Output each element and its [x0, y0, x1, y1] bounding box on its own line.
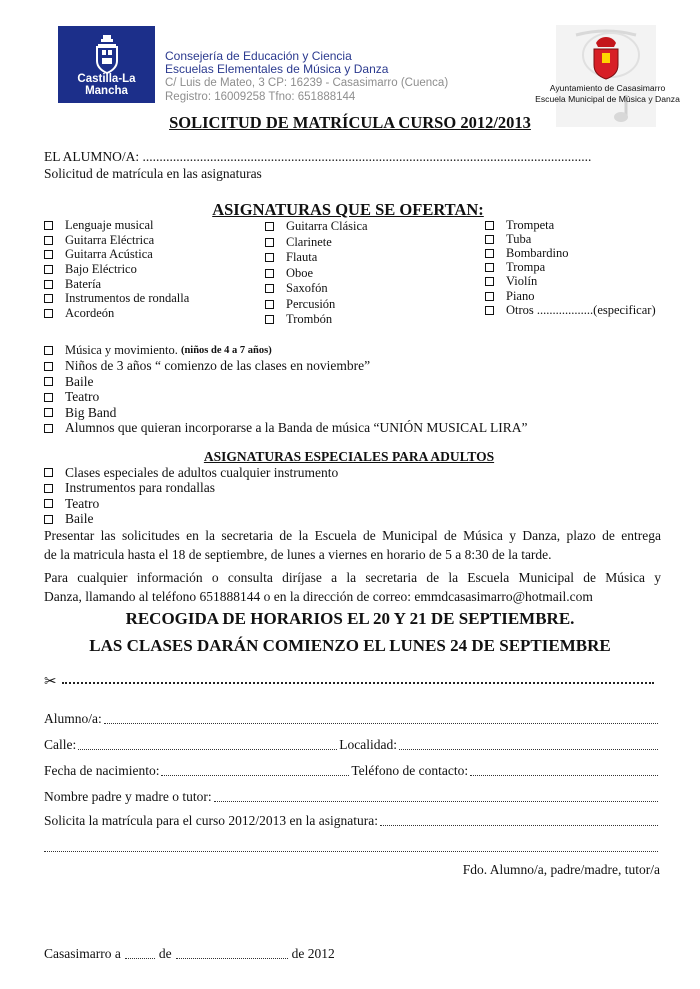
- subject-option[interactable]: [265, 297, 368, 313]
- activity-label: Música y movimiento.: [65, 343, 178, 358]
- activity-option[interactable]: [44, 405, 528, 421]
- activity-option[interactable]: [44, 390, 528, 406]
- subject-option[interactable]: [44, 218, 189, 233]
- alumno-field[interactable]: [104, 711, 658, 724]
- asignatura-label: Solicita la matrícula para el curso 2012/2013 en la asignatura:: [44, 813, 379, 828]
- adult-label: Clases especiales de adultos cualquier instrumento: [65, 464, 339, 480]
- subject-label: Lenguaje musical: [65, 217, 154, 232]
- activity-option[interactable]: [44, 374, 528, 390]
- checkbox[interactable]: [485, 306, 494, 315]
- checkbox[interactable]: [485, 292, 494, 301]
- subject-option[interactable]: [44, 233, 189, 248]
- form-row-asignatura: [44, 813, 660, 830]
- fecha-nacimiento-label: Fecha de nacimiento:: [44, 763, 160, 778]
- adultos-title: ASIGNATURAS ESPECIALES PARA ADULTOS: [203, 449, 495, 464]
- adult-subjects: [44, 465, 338, 527]
- paragraph-plazo: [44, 526, 661, 564]
- form-row-padres: [44, 789, 660, 806]
- fecha-lugar-label: Casasimarro a: [44, 946, 121, 961]
- subject-label: Violín: [506, 274, 538, 289]
- activity-option[interactable]: [44, 421, 528, 437]
- activity-label: Big Band: [65, 404, 117, 420]
- checkbox[interactable]: [44, 250, 53, 259]
- subject-option[interactable]: [265, 281, 368, 297]
- checkbox[interactable]: [44, 408, 53, 417]
- subject-label: Batería: [65, 276, 102, 291]
- checkbox[interactable]: [44, 294, 53, 303]
- subject-option[interactable]: [485, 246, 656, 260]
- subject-label: Bombardino: [506, 245, 569, 260]
- adult-option[interactable]: [44, 465, 338, 481]
- checkbox[interactable]: [485, 221, 494, 230]
- subject-label: Tuba: [506, 231, 532, 246]
- activity-label: Teatro: [65, 389, 100, 405]
- subject-label: Flauta: [286, 250, 318, 265]
- subject-label: Instrumentos de rondalla: [65, 291, 190, 306]
- header-address: [165, 50, 448, 104]
- checkbox[interactable]: [44, 424, 53, 433]
- checkbox[interactable]: [44, 515, 53, 524]
- fecha-nacimiento-field[interactable]: [161, 763, 349, 776]
- subject-option[interactable]: [265, 266, 368, 282]
- subject-option[interactable]: [485, 261, 656, 275]
- paragraph-line: Para cualquier información o consulta diríjase a la secretaria de la Escuela Municipal de Música y: [44, 570, 661, 585]
- subject-label: Trombón: [286, 312, 333, 327]
- asignatura-field[interactable]: [380, 813, 658, 826]
- subject-option[interactable]: [485, 289, 656, 303]
- subject-option[interactable]: [44, 277, 189, 292]
- page-title: SOLICITUD DE MATRÍCULA CURSO 2012/2013: [169, 113, 531, 132]
- subject-label: Saxofón: [286, 281, 328, 296]
- adult-option[interactable]: [44, 512, 338, 528]
- alumno-label: Alumno/a:: [44, 711, 102, 726]
- checkbox[interactable]: [44, 265, 53, 274]
- logo-caption: Castilla-La Mancha: [77, 73, 136, 97]
- checkbox[interactable]: [44, 484, 53, 493]
- calle-label: Calle:: [44, 737, 77, 752]
- subject-label: Oboe: [286, 265, 314, 280]
- activity-label: Alumnos que quieran incorporarse a la Banda de música “UNIÓN MUSICAL LIRA”: [65, 420, 528, 436]
- header-line-2: Escuelas Elementales de Música y Danza: [165, 62, 389, 76]
- subject-option[interactable]: [265, 235, 368, 251]
- telefono-label: Teléfono de contacto:: [351, 763, 469, 778]
- adult-label: Teatro: [65, 495, 100, 511]
- fecha-firma: [44, 946, 335, 963]
- checkbox[interactable]: [44, 346, 53, 355]
- dotted-cut-line: [62, 682, 654, 684]
- header-line-4: Registro: 16009258 Tfno: 651888144: [165, 91, 356, 103]
- subject-label: Bajo Eléctrico: [65, 261, 137, 276]
- checkbox[interactable]: [265, 315, 274, 324]
- alumno-line: EL ALUMNO/A: .....................................................................................................................................: [44, 149, 592, 164]
- subject-label: Guitarra Acústica: [65, 247, 153, 262]
- checkbox[interactable]: [44, 280, 53, 289]
- adult-label: Instrumentos para rondallas: [65, 480, 215, 496]
- dia-field[interactable]: [125, 946, 155, 959]
- activity-label: Baile: [65, 373, 94, 389]
- mes-field[interactable]: [176, 946, 288, 959]
- recogida-horarios: RECOGIDA DE HORARIOS EL 20 Y 21 DE SEPTIEMBRE.: [125, 609, 575, 628]
- subject-label: Percusión: [286, 296, 336, 311]
- checkbox[interactable]: [44, 221, 53, 230]
- header-line-3: C/ Luis de Mateo, 3 CP: 16239 - Casasimarro (Cuenca): [165, 77, 449, 89]
- paragraph-line: Presentar las solicitudes en la secretaria de la Escuela de Municipal de Música y Danza, plazo de entrega: [44, 528, 661, 543]
- subject-option[interactable]: [485, 275, 656, 289]
- checkbox[interactable]: [44, 309, 53, 318]
- scissors-icon: ✂: [44, 674, 57, 690]
- escuela-caption-line-1: Ayuntamiento de Casasimarro: [549, 83, 666, 93]
- activity-option[interactable]: [44, 359, 528, 375]
- activity-option[interactable]: [44, 343, 528, 359]
- subject-option[interactable]: [485, 232, 656, 246]
- checkbox[interactable]: [265, 269, 274, 278]
- checkbox[interactable]: [265, 300, 274, 309]
- fecha-de-label: de: [158, 946, 172, 961]
- escuela-caption: [530, 83, 685, 105]
- paragraph-line: de la matricula hasta el 18 de septiembre, de lunes a viernes en horario de 5 a 8:30 de la tarde.: [44, 547, 552, 562]
- escuela-caption-line-2: Escuela Municipal de Música y Danza: [535, 94, 680, 104]
- subjects-column-3: [485, 218, 656, 317]
- form-row-fecha: [44, 763, 660, 780]
- comienzo-clases: LAS CLASES DARÁN COMIENZO EL LUNES 24 DE SEPTIEMBRE: [89, 636, 611, 655]
- checkbox[interactable]: [265, 222, 274, 231]
- subject-label: Trompeta: [506, 217, 555, 232]
- checkbox[interactable]: [44, 362, 53, 371]
- adult-option[interactable]: [44, 496, 338, 512]
- checkbox[interactable]: [44, 236, 53, 245]
- subject-option[interactable]: [44, 291, 189, 306]
- activity-label: Niños de 3 años “ comienzo de las clases en noviembre”: [65, 358, 371, 374]
- subject-label: Guitarra Eléctrica: [65, 232, 155, 247]
- padres-field[interactable]: [214, 789, 658, 802]
- form-row-extra: [44, 839, 660, 856]
- fecha-anio-label: de 2012: [291, 946, 335, 961]
- paragraph-contacto: [44, 568, 661, 606]
- header-line-1: Consejería de Educación y Ciencia: [165, 49, 352, 63]
- subject-label: Guitarra Clásica: [286, 219, 368, 234]
- subject-option[interactable]: [44, 262, 189, 277]
- subject-option[interactable]: [485, 218, 656, 232]
- calle-field[interactable]: [78, 737, 337, 750]
- subject-option[interactable]: [485, 303, 656, 317]
- asignatura-field-extra[interactable]: [44, 839, 658, 852]
- padres-label: Nombre padre y madre o tutor:: [44, 789, 212, 804]
- paragraph-line: Danza, llamando al teléfono 651888144 o en la dirección de correo: emmdcasasimarro@hotmail.com: [44, 589, 593, 604]
- form-row-alumno: [44, 711, 660, 728]
- checkbox[interactable]: [265, 238, 274, 247]
- localidad-label: Localidad:: [339, 737, 397, 752]
- castle-emblem-icon: [94, 33, 120, 77]
- checkbox[interactable]: [44, 393, 53, 402]
- checkbox[interactable]: [44, 468, 53, 477]
- checkbox[interactable]: [485, 263, 494, 272]
- ofertan-title: ASIGNATURAS QUE SE OFERTAN:: [212, 200, 484, 219]
- firma-line: Fdo. Alumno/a, padre/madre, tutor/a: [462, 862, 660, 877]
- subjects-column-1: [44, 218, 189, 321]
- subject-label: Piano: [506, 288, 535, 303]
- activity-note: (niños de 4 a 7 años): [180, 345, 272, 357]
- escuela-music-logo: [556, 25, 656, 127]
- checkbox[interactable]: [485, 277, 494, 286]
- checkbox[interactable]: [485, 235, 494, 244]
- subjects-column-2: [265, 219, 368, 328]
- subject-option[interactable]: [44, 247, 189, 262]
- localidad-field[interactable]: [399, 737, 658, 750]
- telefono-field[interactable]: [470, 763, 658, 776]
- adult-label: Baile: [65, 511, 94, 527]
- checkbox[interactable]: [485, 249, 494, 258]
- subject-option[interactable]: [265, 250, 368, 266]
- checkbox[interactable]: [265, 253, 274, 262]
- form-row-calle: [44, 737, 660, 754]
- subject-label: Acordeón: [65, 305, 115, 320]
- adult-option[interactable]: [44, 481, 338, 497]
- subject-option[interactable]: [265, 312, 368, 328]
- cut-line: [44, 672, 654, 692]
- checkbox[interactable]: [44, 499, 53, 508]
- subject-option[interactable]: [265, 219, 368, 235]
- solicitud-line: Solicitud de matrícula en las asignaturas: [44, 166, 262, 181]
- extra-activities: [44, 343, 528, 436]
- castilla-la-mancha-logo: [58, 26, 155, 103]
- subject-label: Otros ..................(especificar): [506, 302, 656, 317]
- subject-label: Clarinete: [286, 234, 332, 249]
- subject-option[interactable]: [44, 306, 189, 321]
- checkbox[interactable]: [265, 284, 274, 293]
- checkbox[interactable]: [44, 377, 53, 386]
- subject-label: Trompa: [506, 260, 546, 275]
